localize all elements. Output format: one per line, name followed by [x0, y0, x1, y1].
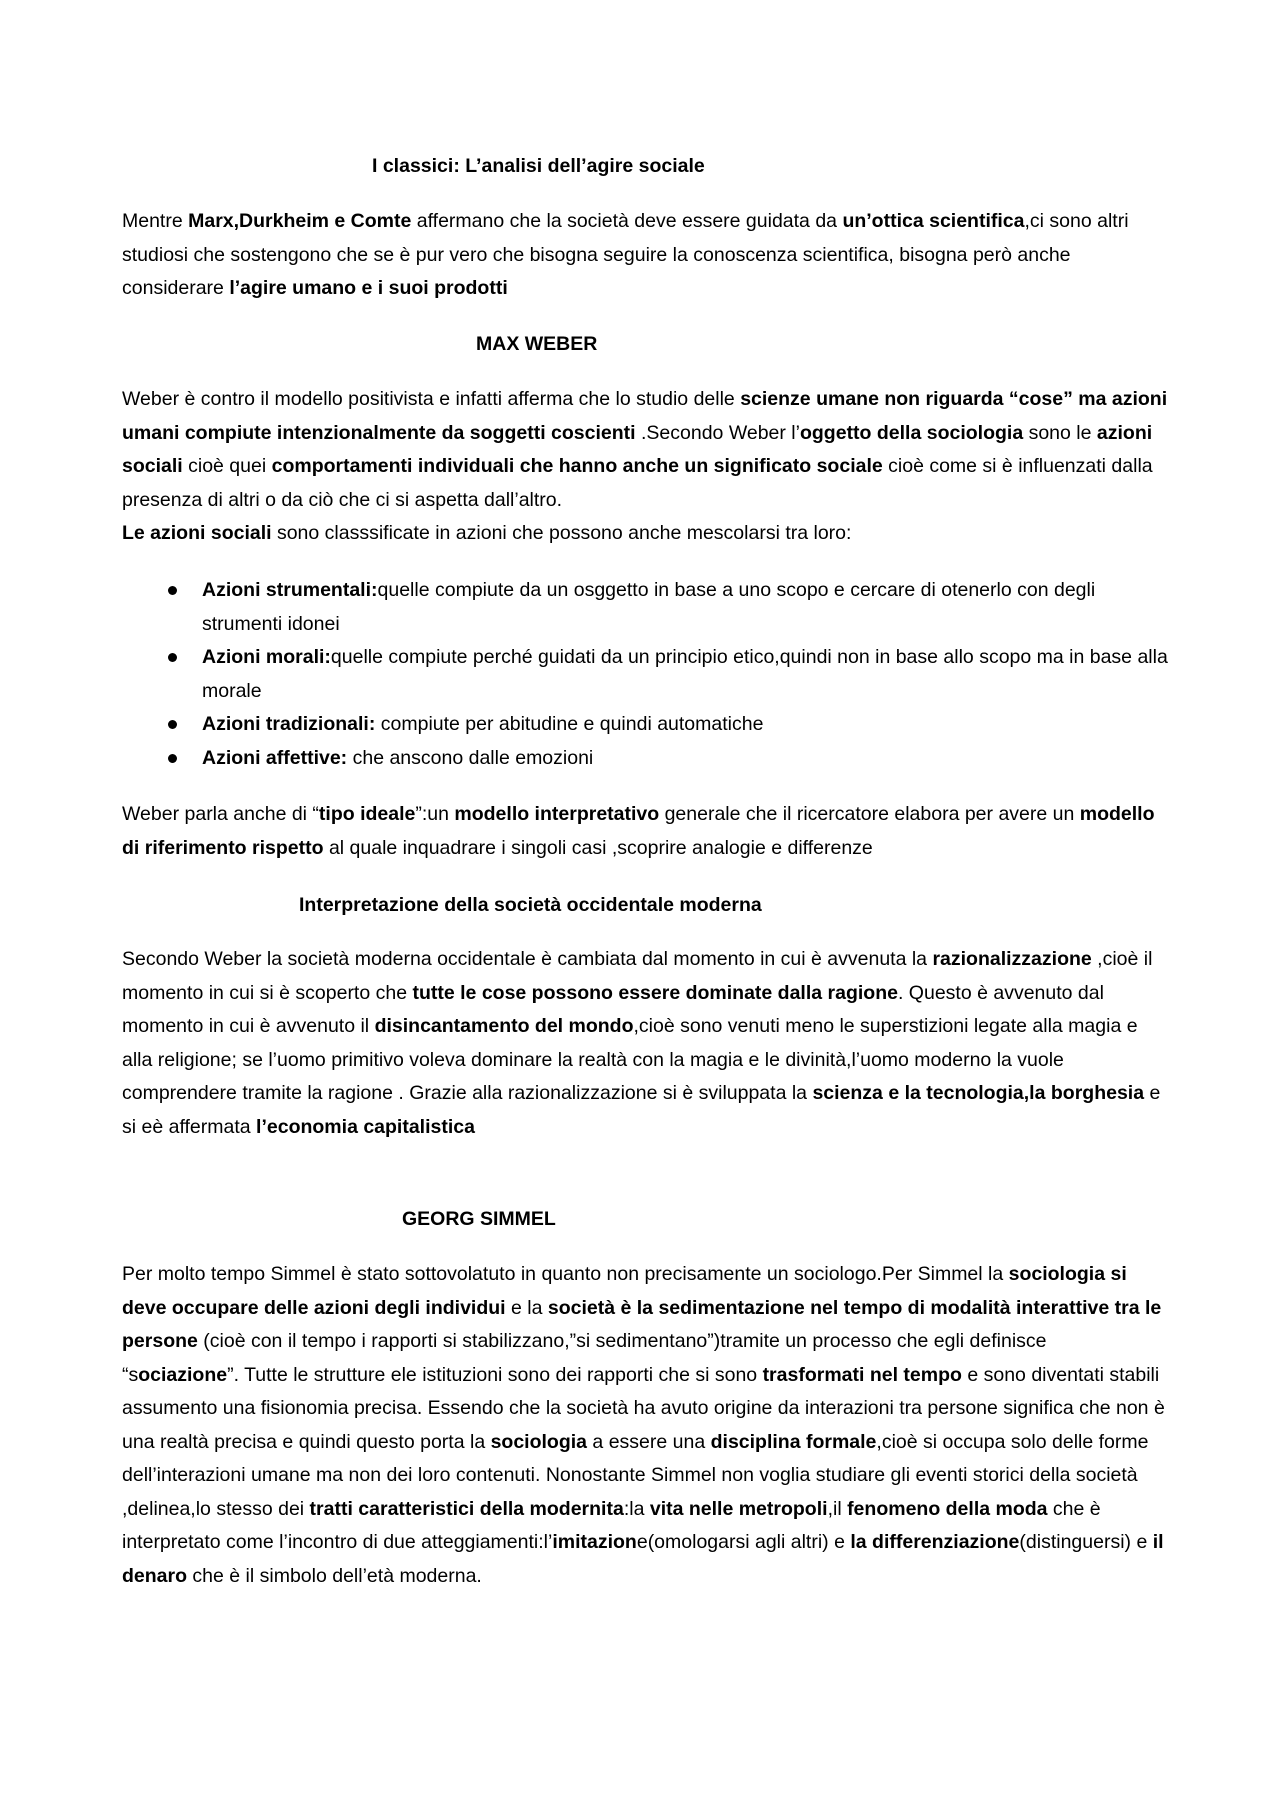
bold-text: sociologia [490, 1430, 588, 1453]
bold-text: imitazion [552, 1531, 637, 1553]
text-run: e sono diventati stabili assumento una fisionomia precisa. Essendo che la società ha avuto origine da interazioni tra persone significa che non è una realtà precisa e quindi questo porta la [122, 1363, 1165, 1453]
text-run: Secondo Weber la società moderna occidentale è cambiata dal momento in cui è avvenuta la [122, 948, 933, 970]
weber-heading: MAX WEBER [476, 333, 598, 355]
list-item-text [202, 713, 763, 735]
bold-text: vita nelle metropoli [649, 1497, 828, 1520]
text-run: Weber è contro il modello positivista e infatti afferma che lo studio delle [122, 388, 741, 410]
bold-text: trasformati nel tempo [762, 1363, 962, 1386]
text-run: che è interpretato come l’incontro di due atteggiamenti:l’ [122, 1497, 1101, 1553]
simmel-heading: GEORG SIMMEL [402, 1208, 556, 1230]
list-item-text [202, 579, 1095, 635]
bold-text: scienze umane non riguarda “cose” ma azioni umani compiute intenzionalmente da soggetti coscienti [122, 388, 1168, 444]
bold-text: tipo ideale [318, 803, 416, 825]
bullet-icon [168, 754, 177, 763]
text-run: al quale inquadrare i singoli casi ,scoprire analogie e differenze [323, 836, 873, 859]
text-run: ”. Tutte le strutture ele istituzioni sono dei rapporti che si sono [227, 1363, 763, 1386]
list-item [122, 641, 1168, 708]
text-run: cioè quei [182, 455, 272, 477]
text-run: ,ci sono altri studiosi che sostengono che se è pur vero che bisogna seguire la conoscenza scientifica, bisogna però anche considerare [122, 210, 1129, 299]
bold-text: comportamenti individuali che hanno anche un significato sociale [271, 455, 883, 477]
bold-text: il denaro [122, 1531, 1164, 1587]
bold-text: l’economia capitalistica [256, 1115, 475, 1138]
text-run: (cioè con il tempo i rapporti si stabilizzano,”si sedimentano”)tramite un processo che egli definisce “s [122, 1330, 1047, 1386]
text-run: . Questo è avvenuto dal momento in cui è avvenuto il [122, 981, 1104, 1037]
text-run: ,cioè sono venuti meno le superstizioni legate alla magia e alla religione; se l’uomo primitivo voleva dominare la realtà con la magia e le divinità,l’uomo moderno la vuole comprendere tramite la ragione . Grazie alla razionalizzazione si è sviluppata la [122, 1015, 1138, 1104]
list-item-text [202, 646, 1168, 702]
bold-text: razionalizzazione [932, 948, 1092, 970]
text-run: ,il [827, 1497, 848, 1520]
bold-text: società è la sedimentazione nel tempo di modalità interattive tra le persone [122, 1296, 1162, 1352]
text-run: (distinguersi) e [1019, 1531, 1153, 1553]
bold-text: tratti caratteristici della modernita [309, 1497, 624, 1520]
text-run: Per molto tempo Simmel è stato sottovolatuto in quanto non precisamente un sociologo.Per Simmel la [122, 1263, 1009, 1285]
text-run: compiute per abitudine e quindi automatiche [375, 713, 764, 735]
bold-text: Azioni affettive: [202, 746, 348, 769]
text-run: che è il simbolo dell’età moderna. [187, 1564, 482, 1587]
bold-text: Azioni morali: [202, 646, 331, 668]
list-item [122, 708, 1168, 742]
list-item [122, 574, 1168, 641]
bold-text: Azioni tradizionali: [202, 713, 376, 735]
text-run: cioè come si è influenzati dalla presenza di altri o da ciò che ci si aspetta dall’altro. [122, 455, 1153, 511]
bold-text: sociologia si deve occupare delle azioni degli individui [122, 1263, 1127, 1319]
bold-text: la differenziazione [850, 1531, 1020, 1553]
text-run: e si eè affermata [122, 1082, 1161, 1138]
text-run: a essere una [587, 1430, 711, 1453]
text-run: affermano che la società deve essere guidata da [411, 210, 843, 232]
text-run: quelle compiute perché guidati da un principio etico,quindi non in base allo scopo ma in base alla morale [202, 646, 1168, 702]
bold-text: Marx,Durkheim e Comte [188, 210, 412, 232]
bullet-icon [168, 653, 177, 662]
bullet-icon [168, 720, 177, 729]
weber-paragraph-definition [122, 383, 1168, 517]
bold-text: fenomeno della moda [847, 1497, 1048, 1520]
text-run: che anscono dalle emozioni [347, 746, 594, 769]
weber-paragraph-ideal-type [122, 798, 1168, 865]
bold-text: modello interpretativo [454, 803, 660, 825]
text-run: e(omologarsi agli altri) e [636, 1531, 851, 1553]
bold-text: disincantamento del mondo [374, 1015, 634, 1037]
text-run: Mentre [122, 210, 189, 232]
text-run: e la [505, 1296, 548, 1319]
occidental-society-paragraph [122, 943, 1168, 1144]
text-run: sono le [1023, 421, 1097, 444]
bold-text: l’agire umano e i suoi prodotti [229, 277, 508, 299]
text-run: quelle compiute da un osggetto in base a uno scopo e cercare di otenerlo con degli strumenti idonei [202, 579, 1096, 635]
text-run: sono classsificate in azioni che possono anche mescolarsi tra loro: [271, 522, 852, 544]
bold-text: modello di riferimento rispetto [122, 803, 1155, 859]
actions-list [122, 574, 1168, 775]
text-run: generale che il ricercatore elabora per avere un [659, 803, 1080, 825]
occidental-society-heading: Interpretazione della società occidentale moderna [299, 894, 762, 916]
bold-text: Le azioni sociali [122, 522, 272, 544]
text-run: ,cioè si occupa solo delle forme dell’interazioni umane ma non dei loro contenuti. Nonostante Simmel non voglia studiare gli eventi storici della società ,delinea,lo stesso dei [122, 1430, 1149, 1520]
bold-text: azioni sociali [122, 421, 1153, 477]
bold-text: disciplina formale [710, 1430, 877, 1453]
bold-text: tutte le cose possono essere dominate dalla ragione [412, 981, 898, 1004]
bold-text: scienza e la tecnologia,la borghesia [812, 1082, 1145, 1104]
bold-text: Azioni strumentali: [202, 579, 378, 601]
text-run: ”:un [415, 803, 455, 825]
intro-paragraph [122, 205, 1168, 306]
text-run: .Secondo Weber l’ [635, 421, 800, 444]
bold-text: ociazione [138, 1363, 228, 1386]
bullet-icon [168, 586, 177, 595]
list-item [122, 742, 1168, 776]
weber-paragraph-classification [122, 517, 1168, 551]
document-title: I classici: L’analisi dell’agire sociale [372, 155, 705, 177]
text-run: Weber parla anche di “ [122, 803, 319, 825]
text-run: :la [623, 1497, 650, 1520]
bold-text: un’ottica scientifica [842, 210, 1025, 232]
text-run: ,cioè il momento in cui si è scoperto che [122, 948, 1153, 1004]
list-item-text [202, 747, 593, 769]
simmel-paragraph [122, 1258, 1168, 1593]
bold-text: oggetto della sociologia [799, 421, 1024, 444]
